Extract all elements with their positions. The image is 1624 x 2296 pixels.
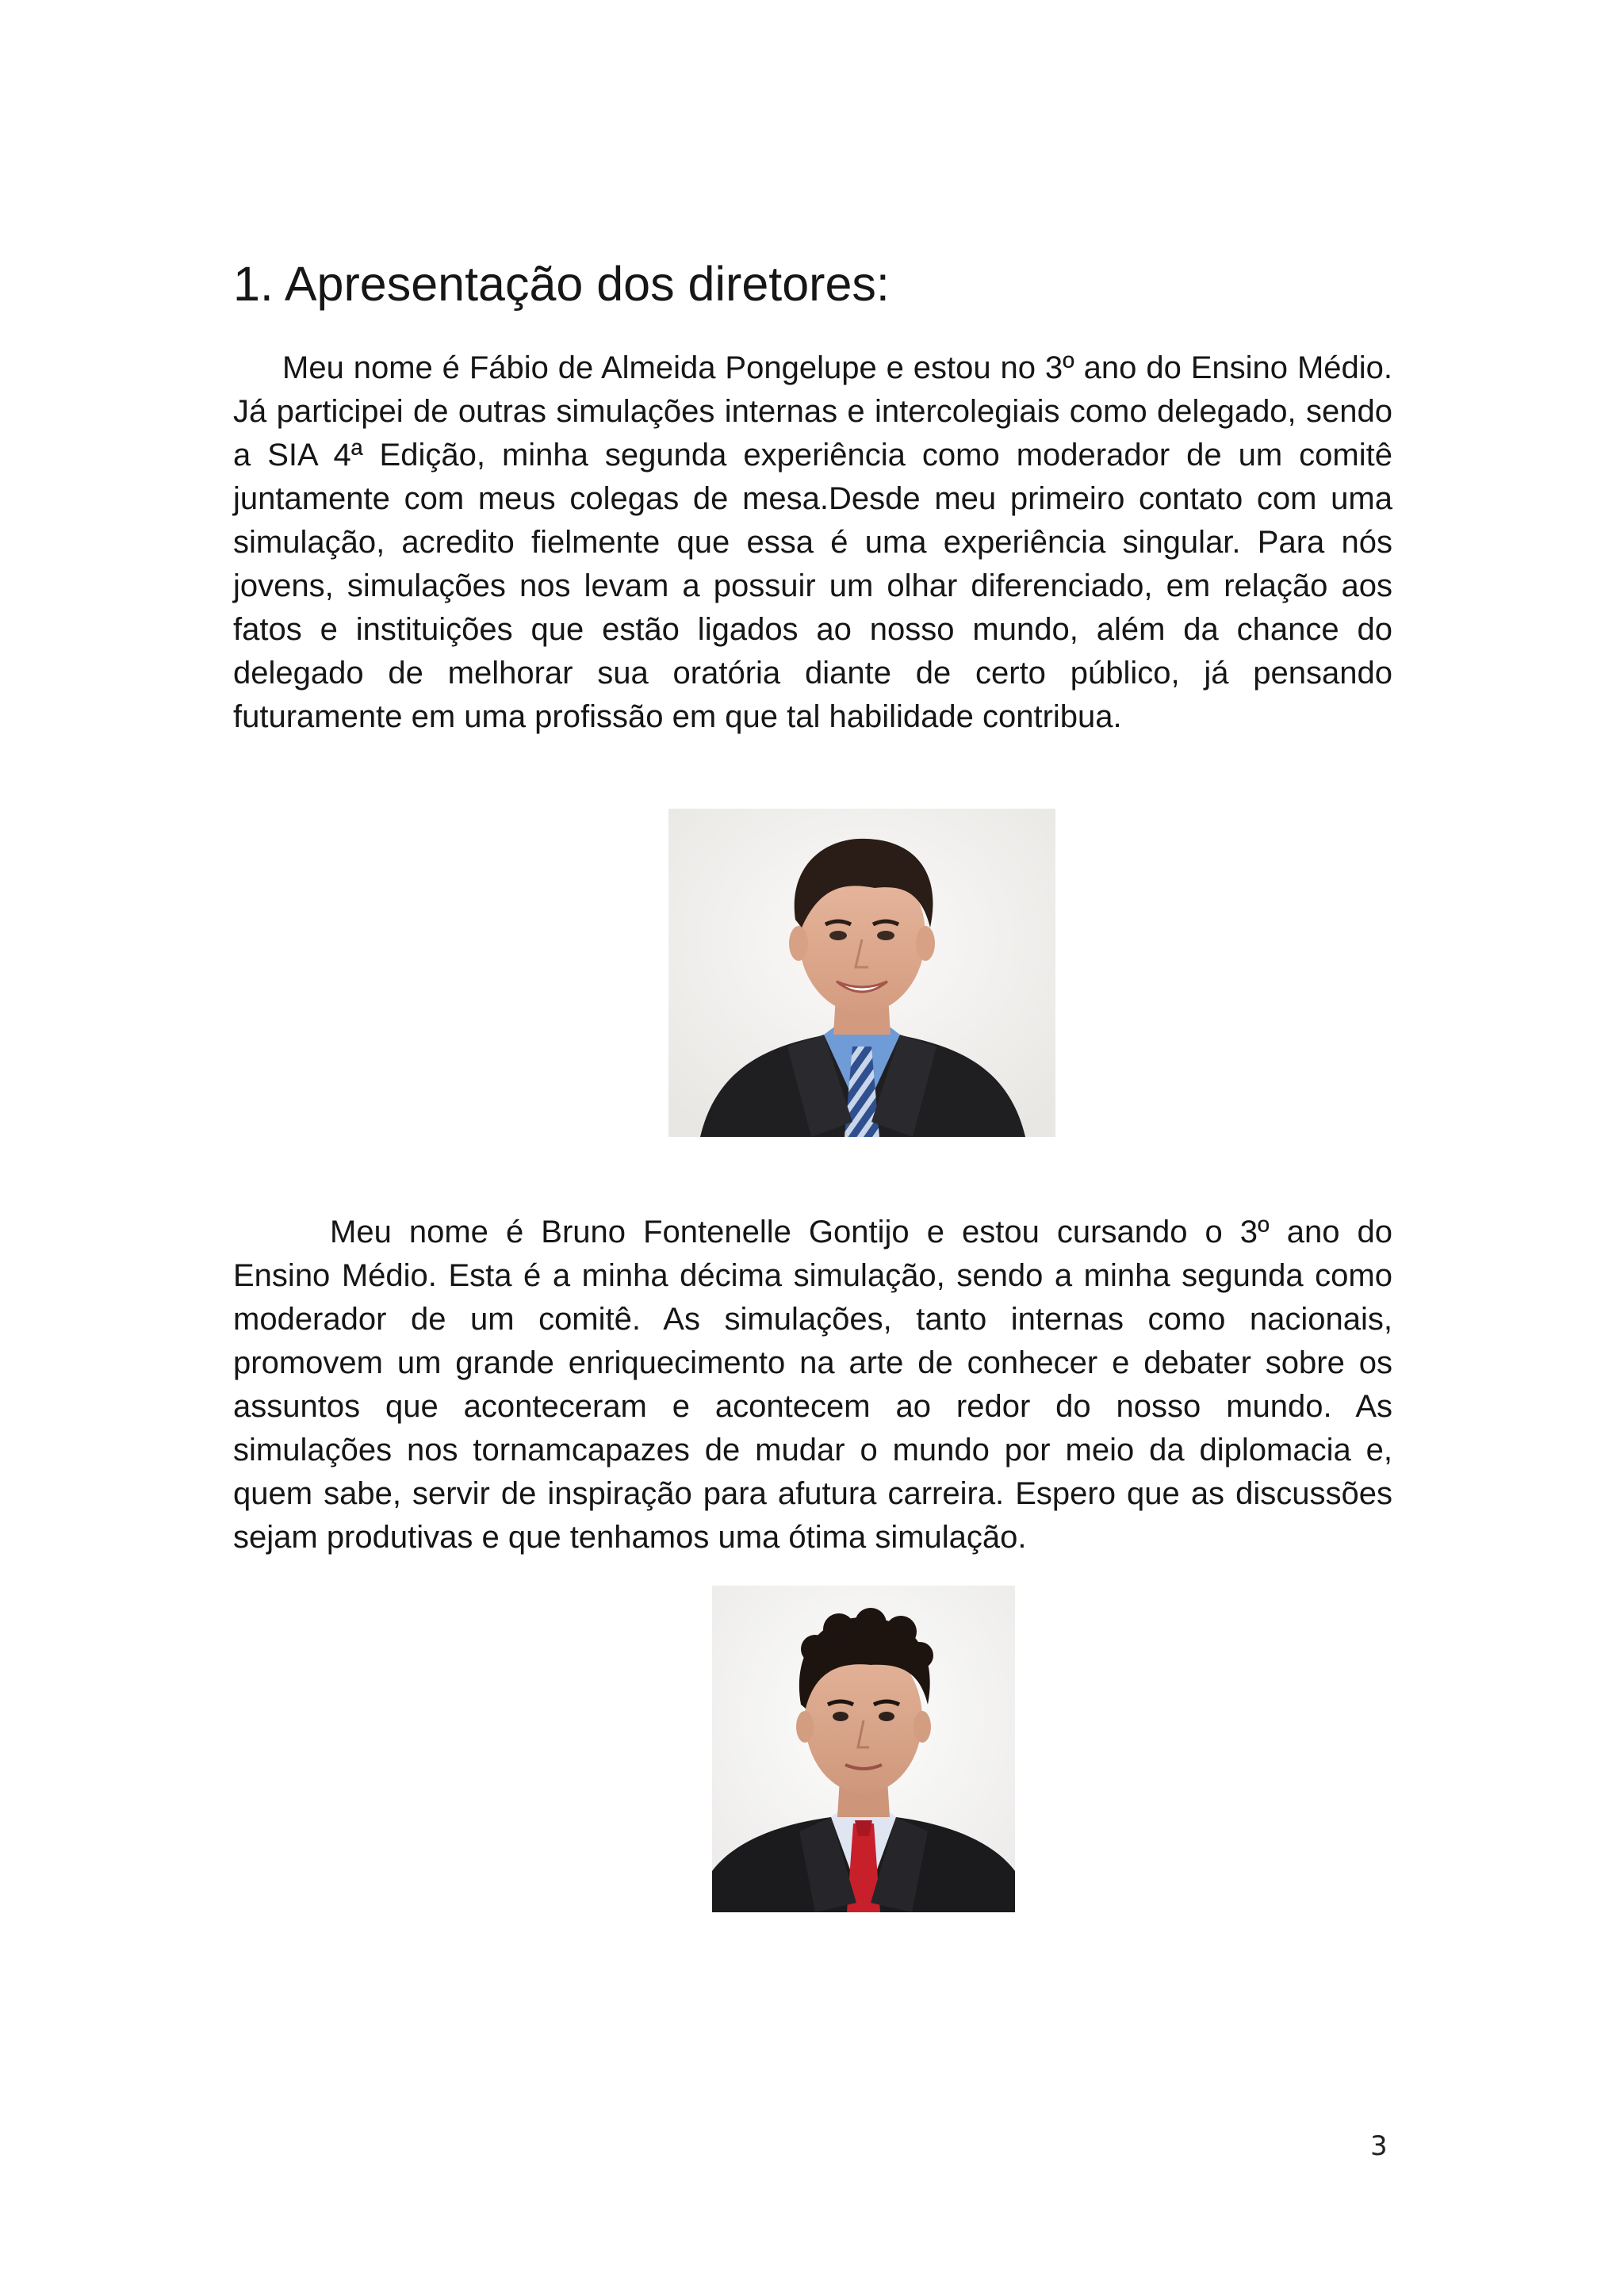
director-1-paragraph: Meu nome é Fábio de Almeida Pongelupe e estou no 3º ano do Ensino Médio. Já participei de outras simulações internas e intercolegiais como delegado, sendo a SIA 4ª Edição, minha segunda experiência como moderador de um comitê juntamente com meus colegas de mesa.Desde meu primeiro contato com uma simulação, acredito fielmente que essa é uma experiência singular. Para nós jovens, simulações nos levam a possuir um olhar diferenciado, em relação aos fatos e instituições que estão ligados ao nosso mundo, além da chance do delegado de melhorar sua oratória diante de certo público, já pensando futuramente em uma profissão em que tal habilidade contribua. [233,350,1392,734]
director-2-paragraph: Meu nome é Bruno Fontenelle Gontijo e estou cursando o 3º ano do Ensino Médio. Esta é a minha décima simulação, sendo a minha segunda como moderador de um comitê. As simulações, tanto internas como nacionais, promovem um grande enriquecimento na arte de conhecer e debater sobre os assuntos que aconteceram e acontecem ao redor do nosso mundo. As simulações nos tornamcapazes de mudar o mundo por meio da diplomacia e, quem sabe, servir de inspiração para afutura carreira. Espero que as discussões sejam produtivas e que tenhamos uma ótima simulação. [233,1215,1392,1555]
director-2-photo [712,1586,1015,1912]
section-title: Apresentação dos diretores: [284,257,890,311]
director-1-photo [668,809,1055,1137]
section-heading [233,252,890,316]
section-number: 1. [233,257,274,311]
page-number: 3 [1370,2130,1388,2162]
